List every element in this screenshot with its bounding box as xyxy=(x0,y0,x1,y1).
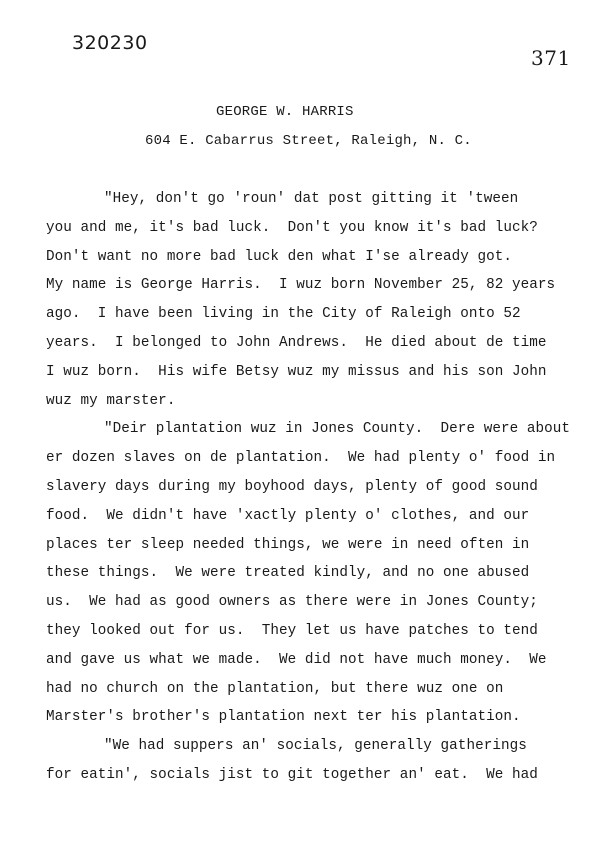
text-line: My name is George Harris. I wuz born November 25, 82 years xyxy=(46,277,556,294)
text-line: they looked out for us. They let us have patches to tend xyxy=(46,622,538,639)
page-number: 371 xyxy=(531,46,571,70)
interviewee-name: GEORGE W. HARRIS xyxy=(216,104,354,120)
text-line: I wuz born. His wife Betsy wuz my missus and his son John xyxy=(46,363,547,380)
text-line: "Hey, don't go 'roun' dat post gitting it 'tween xyxy=(104,191,519,207)
text-line: food. We didn't have 'xactly plenty o' clothes, and our xyxy=(46,507,530,524)
text-line: ago. I have been living in the City of Raleigh onto 52 xyxy=(46,306,521,323)
text-line: places ter sleep needed things, we were in need often in xyxy=(46,536,530,553)
text-line: these things. We were treated kindly, and no one abused xyxy=(46,565,530,582)
document-id-number: 320230 xyxy=(72,32,148,54)
text-line: "Deir plantation wuz in Jones County. Dere were about xyxy=(104,421,570,438)
text-line: us. We had as good owners as there were in Jones County; xyxy=(46,594,538,611)
text-line: Don't want no more bad luck den what I'se already got. xyxy=(46,248,512,265)
text-line: for eatin', socials jist to git together an' eat. We had xyxy=(46,766,538,783)
text-line: and gave us what we made. We did not have much money. We xyxy=(46,651,547,668)
text-line: er dozen slaves on de plantation. We had plenty o' food in xyxy=(46,450,556,467)
text-line: "We had suppers an' socials, generally gatherings xyxy=(104,738,527,755)
text-line: you and me, it's bad luck. Don't you know it's bad luck? xyxy=(46,219,538,236)
text-line: had no church on the plantation, but there wuz one on xyxy=(46,680,504,697)
text-line: slavery days during my boyhood days, plenty of good sound xyxy=(46,478,538,495)
text-line: years. I belonged to John Andrews. He died about de time xyxy=(46,334,547,351)
interviewee-address: 604 E. Cabarrus Street, Raleigh, N. C. xyxy=(145,133,472,149)
narrative-body xyxy=(46,190,570,795)
text-line: wuz my marster. xyxy=(46,392,176,409)
text-line: Marster's brother's plantation next ter his plantation. xyxy=(46,709,521,726)
